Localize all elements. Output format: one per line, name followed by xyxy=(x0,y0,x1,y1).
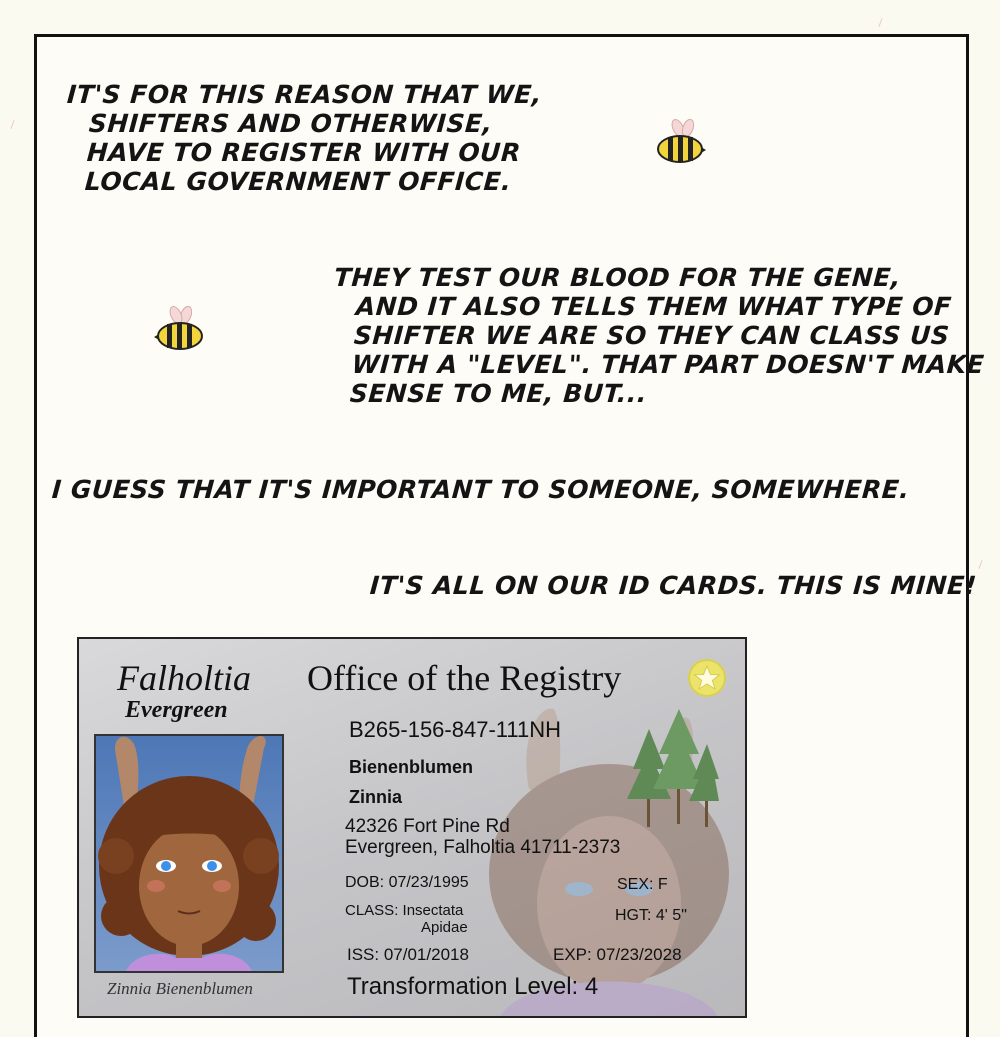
card-height: HGT: 4' 5" xyxy=(615,907,687,924)
caption-2-line-2: AND IT ALSO TELLS THEM WHAT TYPE OF xyxy=(355,292,953,321)
card-office-title: Office of the Registry xyxy=(307,658,622,698)
card-state: Falholtia xyxy=(117,658,251,698)
card-signature: Zinnia Bienenblumen xyxy=(107,979,253,998)
card-address-line-2: Evergreen, Falholtia 41711-2373 xyxy=(345,837,621,858)
trees-icon xyxy=(619,709,719,829)
bee-icon xyxy=(152,303,208,353)
caption-1-line-4: LOCAL GOVERNMENT OFFICE. xyxy=(83,167,513,196)
caption-2-line-4: WITH A "LEVEL". THAT PART DOESN'T MAKE xyxy=(350,350,986,379)
card-transformation-level: Transformation Level: 4 xyxy=(347,973,599,1000)
card-last-name: Bienenblumen xyxy=(349,757,474,777)
card-address-line-1: 42326 Fort Pine Rd xyxy=(345,816,510,837)
bee-icon xyxy=(652,116,708,166)
card-class-line-2: Apidae xyxy=(421,919,468,936)
caption-2 xyxy=(325,263,991,408)
caption-2-line-1: THEY TEST OUR BLOOD FOR THE GENE, xyxy=(333,263,903,292)
card-class-line-1: CLASS: Insectata xyxy=(345,902,464,919)
star-icon xyxy=(688,659,726,697)
caption-1-line-3: HAVE TO REGISTER WITH OUR xyxy=(85,138,522,167)
caption-1-line-2: SHIFTERS AND OTHERWISE, xyxy=(88,109,494,138)
card-dob: DOB: 07/23/1995 xyxy=(345,874,469,891)
caption-2-line-3: SHIFTER WE ARE SO THEY CAN CLASS US xyxy=(352,321,951,350)
card-photo xyxy=(94,734,284,973)
id-card xyxy=(77,637,747,1018)
card-id-number: B265-156-847-111NH xyxy=(349,717,561,742)
card-issued: ISS: 07/01/2018 xyxy=(347,945,469,964)
caption-2-line-5: SENSE TO ME, BUT... xyxy=(348,379,649,408)
card-expires: EXP: 07/23/2028 xyxy=(553,945,682,964)
card-city: Evergreen xyxy=(125,697,228,723)
caption-3: I GUESS THAT IT'S IMPORTANT TO SOMEONE, SOMEWHERE. xyxy=(50,475,911,504)
caption-1 xyxy=(60,80,543,196)
caption-1-line-1: IT'S FOR THIS REASON THAT WE, xyxy=(66,80,543,109)
card-sex: SEX: F xyxy=(617,876,668,893)
card-first-name: Zinnia xyxy=(349,787,402,807)
caption-4: IT'S ALL ON OUR ID CARDS. THIS IS MINE! xyxy=(368,571,978,600)
